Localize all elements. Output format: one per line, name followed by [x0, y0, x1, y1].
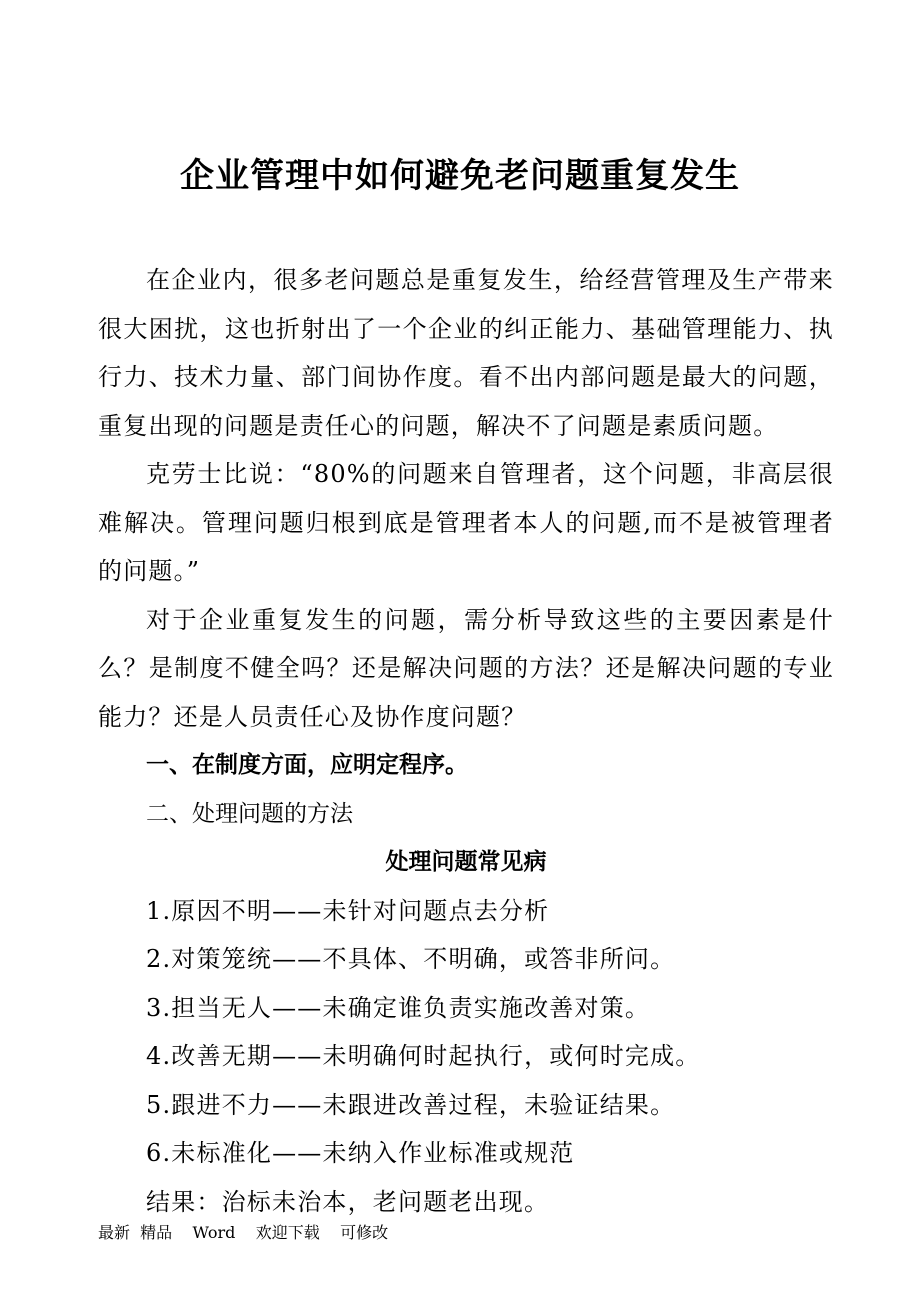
subheading-common-problems: 处理问题常见病 [385, 848, 547, 875]
paragraph-intro: 在企业内，很多老问题总是重复发生，给经营管理及生产带来很大困扰，这也折射出了一个企业的纠正能力、基础管理能力、执行力、技术力量、部门间协作度。看不出内部问题是最大的问题，重复出现的问题是责任心的问题，解决不了问题是素质问题。 [98, 266, 834, 440]
section-heading-system: 一、在制度方面，应明定程序。 [146, 752, 468, 778]
list-item: 2.对策笼统——不具体、不明确，或答非所问。 [146, 945, 676, 973]
paragraph-quote: 克劳士比说：“80%的问题来自管理者，这个问题，非高层很难解决。管理问题归根到底是管理者本人的问题,而不是被管理者的问题。” [98, 460, 834, 585]
list-item: 3.担当无人——未确定谁负责实施改善对策。 [146, 993, 651, 1022]
list-item: 5.跟进不力——未跟进改善过程，未验证结果。 [146, 1090, 676, 1119]
result-line: 结果：治标未治本，老问题老出现。 [146, 1187, 550, 1216]
list-item: 1.原因不明——未针对问题点去分析 [146, 896, 550, 925]
document-body [98, 256, 834, 1226]
list-item: 4.改善无期——未明确何时起执行，或何时完成。 [146, 1042, 701, 1070]
document-title: 企业管理中如何避免老问题重复发生 [180, 156, 740, 196]
list-item: 6.未标准化——未纳入作业标准或规范 [146, 1139, 575, 1167]
page-footer: 最新 精品 Word 欢迎下载 可修改 [98, 1223, 389, 1242]
section-heading-method: 二、处理问题的方法 [146, 800, 353, 827]
paragraph-analysis: 对于企业重复发生的问题，需分析导致这些的主要因素是什么？是制度不健全吗？还是解决问题的方法？还是解决问题的专业能力？还是人员责任心及协作度问题？ [98, 605, 834, 731]
